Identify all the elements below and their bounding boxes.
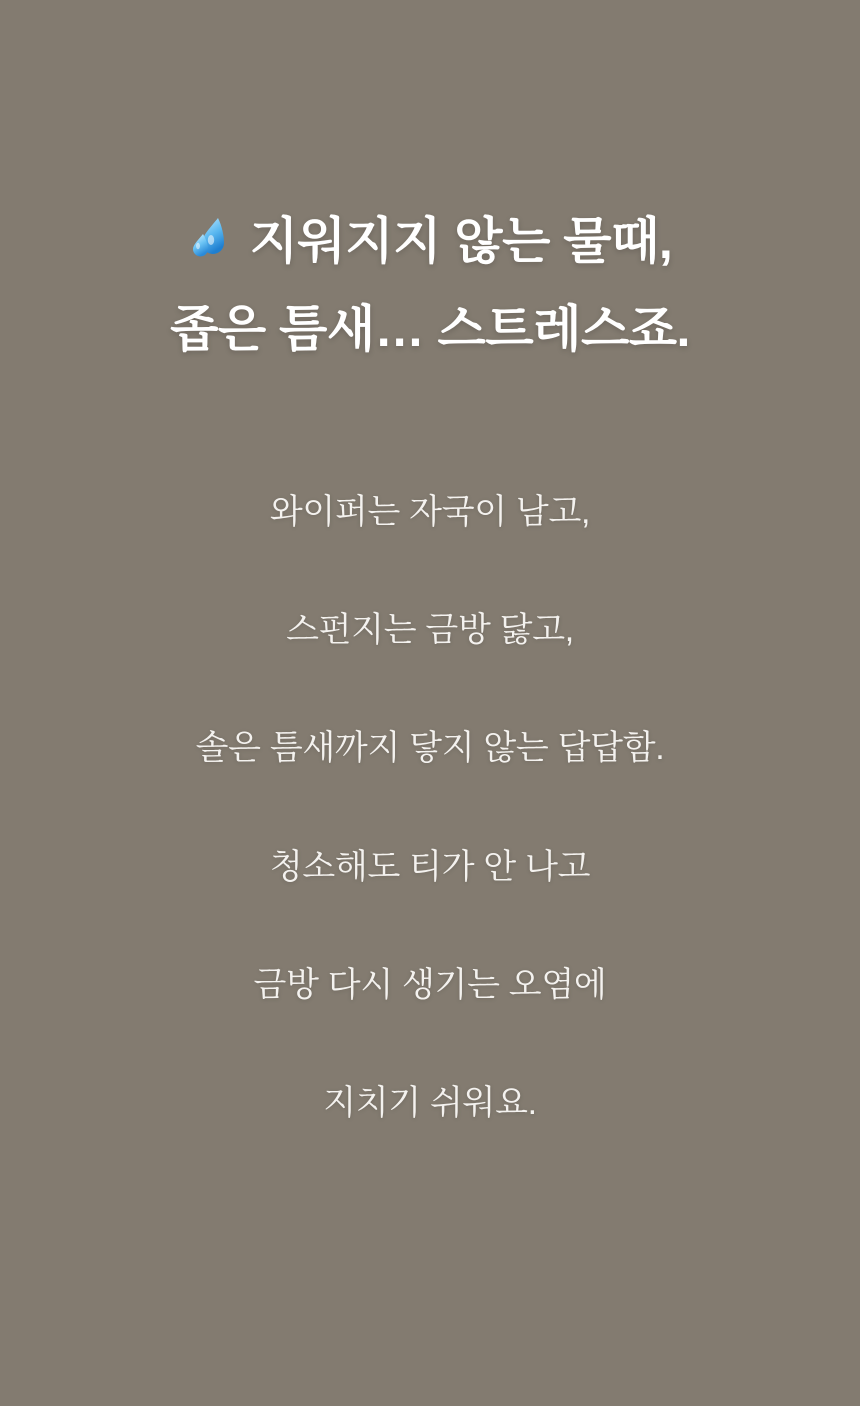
headline-line-2: 좁은 틈새… 스트레스죠. — [170, 301, 690, 357]
headline-text-1: 지워지지 않는 물때, — [249, 213, 673, 269]
water-droplets-icon — [188, 212, 240, 264]
body-line-3: 솔은 틈새까지 닿지 않는 답답함. — [195, 729, 665, 768]
body-line-5: 금방 다시 생기는 오염에 — [253, 965, 607, 1004]
headline-line-1 — [0, 208, 860, 274]
body-line-6: 지치기 쉬워요. — [323, 1083, 537, 1122]
body-line-4: 청소해도 티가 안 나고 — [269, 847, 591, 886]
body-text — [0, 490, 860, 1125]
headline — [0, 208, 860, 362]
body-line-2: 스펀지는 금방 닳고, — [286, 611, 574, 650]
body-line-1: 와이퍼는 자국이 남고, — [269, 493, 591, 531]
